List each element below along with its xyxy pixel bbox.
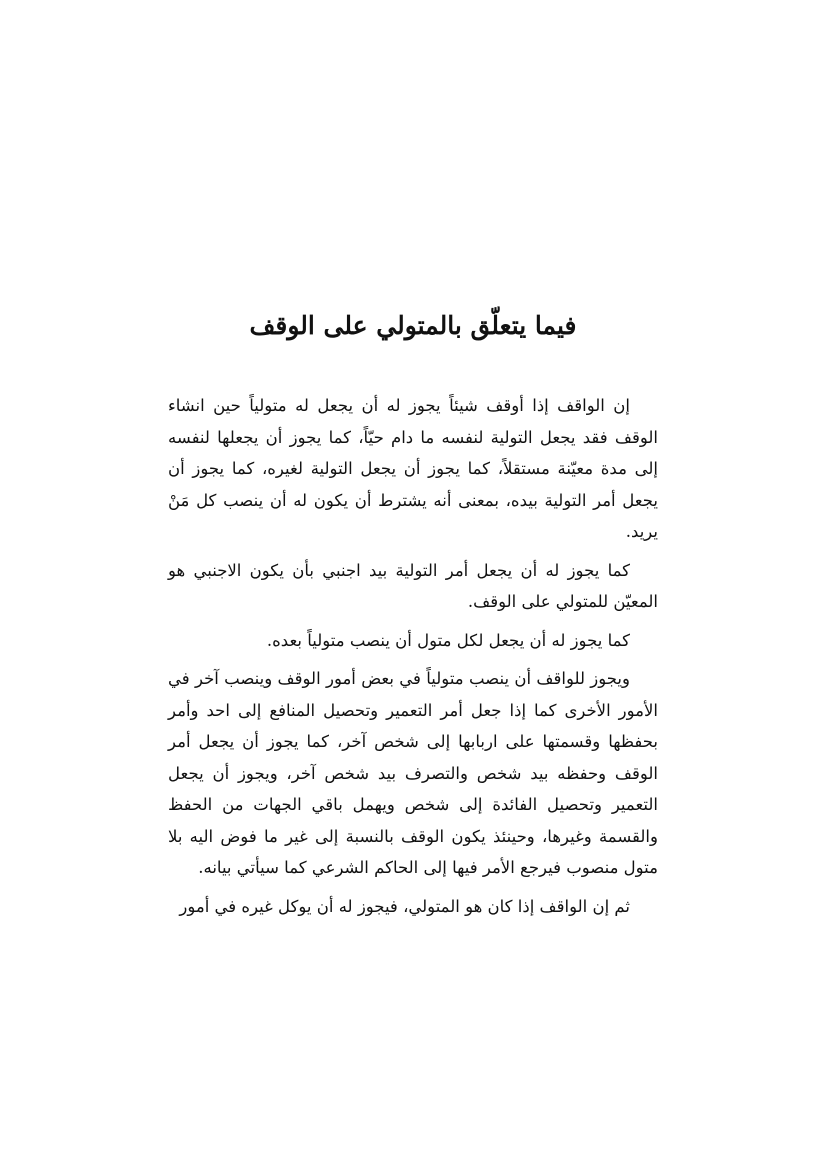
paragraph-2: كما يجوز له أن يجعل أمر التولية بيد اجنبي بأن يكون الاجنبي هو المعيّن للمتولي على الوقف.: [168, 560, 658, 611]
chapter-title: فيما يتعلّق بالمتولي على الوقف: [249, 311, 577, 340]
paragraph-4: ويجوز للواقف أن ينصب متولياً في بعض أمور الوقف وينصب آخر في الأمور الأخرى كما إذا جعل أمر التعمير وتحصيل المنافع إلى احد وأمر بحفظها وقسمتها على اربابها إلى شخص آخر، كما يجوز أن يجعل أمر الوقف وحفظه بيد شخص والتصرف بيد شخص آخر، ويجوز أن يجعل التعمير وتحصيل الفائدة إلى شخص ويهمل باقي الجهات من الحفظ والقسمة وغيرها، وحينئذ يكون الوقف بالنسبة إلى غير ما فوض اليه بلا متول منصوب فيرجع الأمر فيها إلى الحاكم الشرعي كما سيأتي بيانه.: [168, 669, 658, 877]
body-text: [168, 390, 658, 929]
paragraph-5: ثم إن الواقف إذا كان هو المتولي، فيجوز له أن يوكل غيره في أمور: [179, 896, 630, 916]
paragraph-1: إن الواقف إذا أوقف شيئاً يجوز له أن يجعل له متولياً حين انشاء الوقف فقد يجعل التولية لنفسه ما دام حيّاً، كما يجوز أن يجعلها لنفسه إلى مدة معيّنة مستقلاً، كما يجوز أن يجعل التولية لغيره، كما يجوز أن يجعل أمر التولية بيده، بمعنى أنه يشترط أن يكون له أن ينصب كل مَنْ يريد.: [168, 396, 658, 541]
paragraph-3: كما يجوز له أن يجعل لكل متول أن ينصب متولياً بعده.: [266, 630, 630, 650]
